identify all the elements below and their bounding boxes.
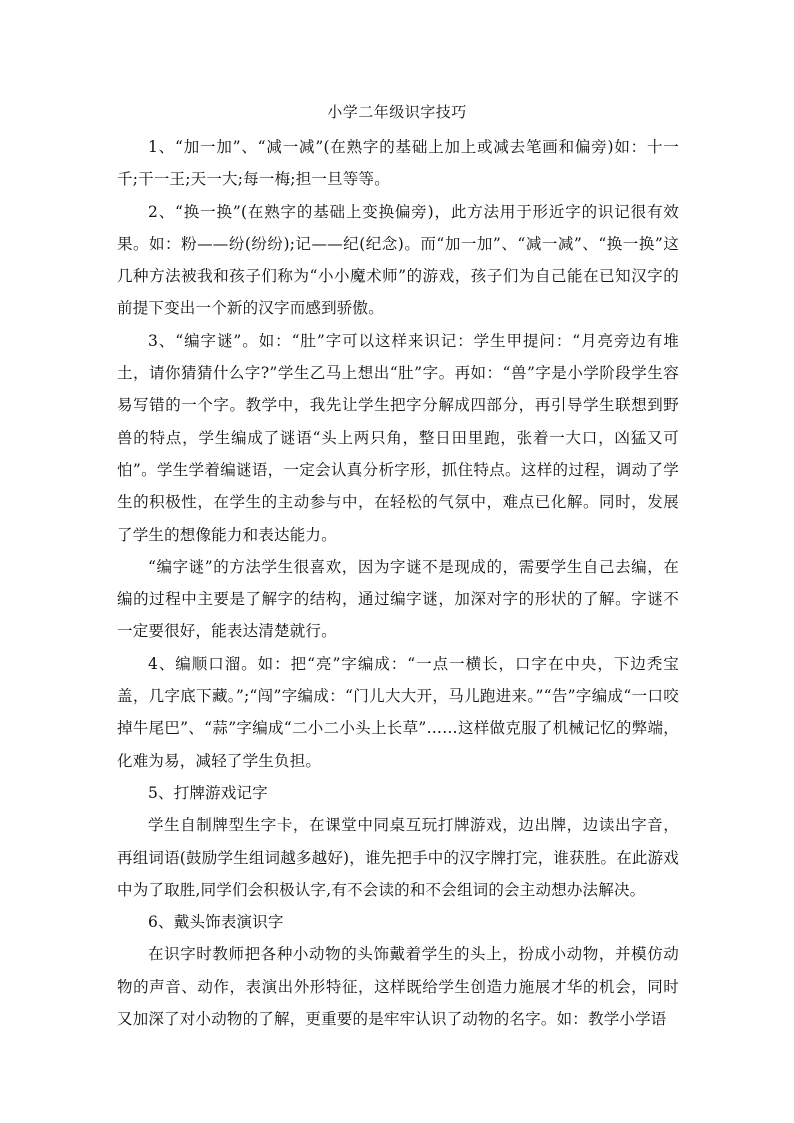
paragraph-card-game: 学生自制牌型生字卡，在课堂中同桌互玩打牌游戏，边出牌，边读出字音，再组词语(鼓励学生组词越多越好)，谁先把手中的汉字牌打完，谁获胜。在此游戏中为了取胜,同学们会积极认字,有不会读的和不会组词的会主动想办法解决。 <box>117 816 679 899</box>
paragraph-headwear-performance: 在识字时教师把各种小动物的头饰戴着学生的头上，扮成小动物，并模仿动物的声音、动作，表演出外形特征，这样既给学生创造力施展才华的机会，同时又加深了对小动物的了解，更重要的是牢牢认识了动物的名字。如：教学小学语 <box>117 945 679 1029</box>
document-body <box>117 131 679 1035</box>
paragraph-4-rhymes: 4、编顺口溜。如：把“亮”字编成：“一点一横长，口字在中央，下边秃宝盖，几字底下藏。”;“闯”字编成：“门儿大大开，马儿跑进来。”“告”字编成“一口咬掉牛尾巴”、“蒜”字编成“二小二小头上长草”……这样做克服了机械记忆的弊端，化难为易，减轻了学生负担。 <box>117 654 679 770</box>
paragraph-2-swap-radical: 2、“换一换”(在熟字的基础上变换偏旁)，此方法用于形近字的识记很有效果。如：粉——纷(纷纷);记——纪(纪念)。而“加一加”、“减一减”、“换一换”这几种方法被我和孩子们称为“小小魔术师”的游戏，孩子们为自己能在已知汉字的前提下变出一个新的汉字而感到骄傲。 <box>117 202 679 318</box>
paragraph-1-add-subtract: 1、“加一加”、“减一减”(在熟字的基础上加上或减去笔画和偏旁)如：十一千;干一王;天一大;每一梅;担一旦等等。 <box>117 138 679 189</box>
document-title: 小学二年级识字技巧 <box>327 103 467 121</box>
heading-6-headwear-performance: 6、戴头饰表演识字 <box>148 913 284 932</box>
paragraph-3-riddles: 3、“编字谜”。如：“肚”字可以这样来识记：学生甲提问：“月亮旁边有堆土，请你猜猜什么字?”学生乙马上想出“肚”字。再如：“兽”字是小学阶段学生容易写错的一个字。教学中，我先让学生把字分解成四部分，再引导学生联想到野兽的特点，学生编成了谜语“头上两只角，整日田里跑，张着一大口，凶猛又可怕”。学生学着编谜语，一定会认真分析字形，抓住特点。这样的过程，调动了学生的积极性，在学生的主动参与中，在轻松的气氛中，难点已化解。同时，发展了学生的想像能力和表达能力。 <box>117 331 679 544</box>
paragraph-riddles-note: “编字谜”的方法学生很喜欢，因为字谜不是现成的，需要学生自己去编，在编的过程中主要是了解字的结构，通过编字谜，加深对字的形状的了解。字谜不一定要很好，能表达清楚就行。 <box>117 557 679 641</box>
heading-5-card-game: 5、打牌游戏记字 <box>148 783 268 802</box>
